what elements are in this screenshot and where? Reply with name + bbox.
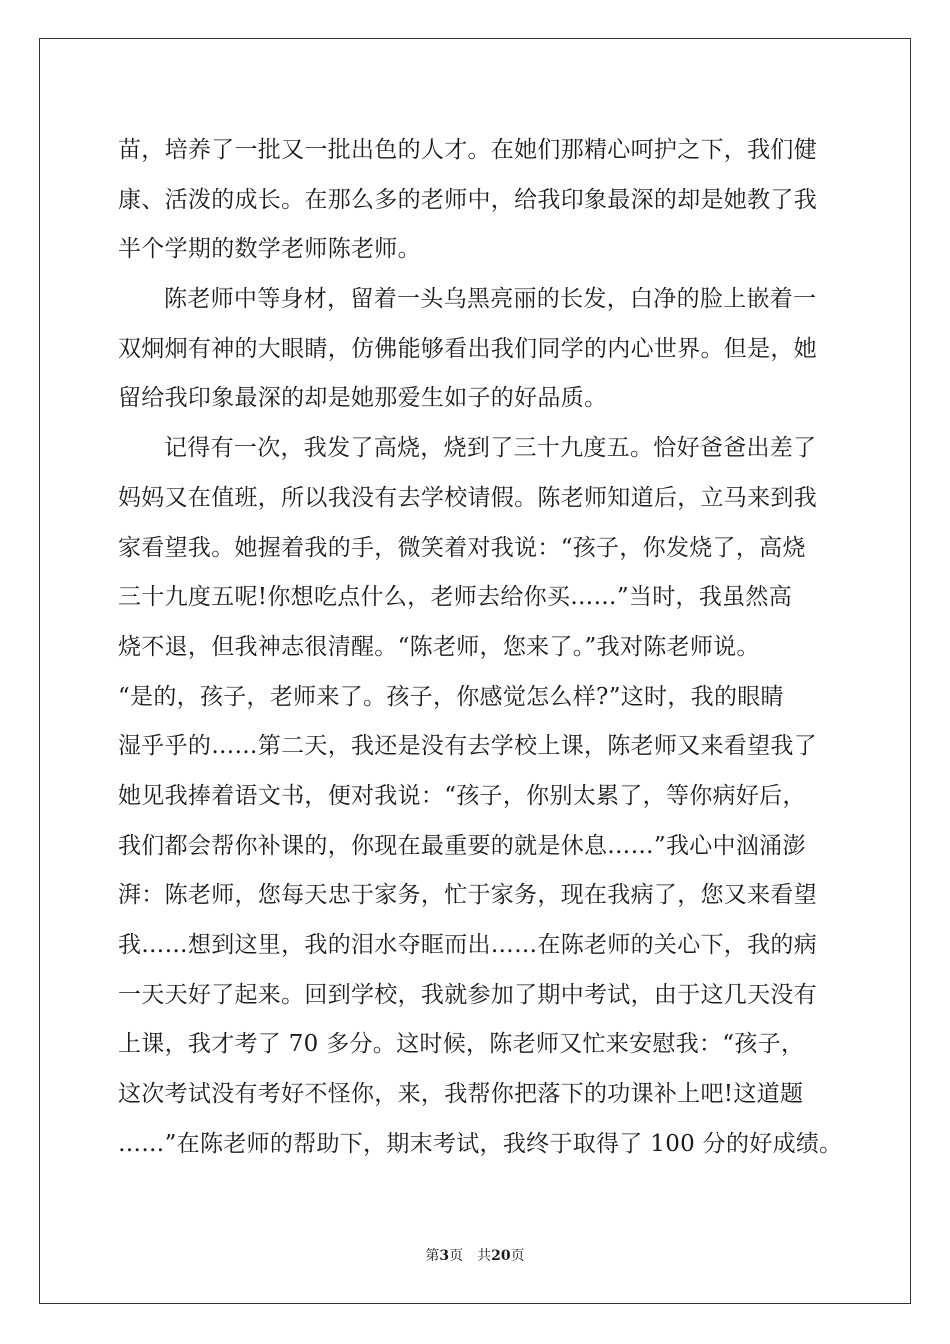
text-line: “是的，孩子，老师来了。孩子，你感觉怎么样?”这时，我的眼睛	[118, 683, 784, 710]
text-line: ……”在陈老师的帮助下，期末考试，我终于取得了 100 分的好成绩。	[118, 1130, 843, 1157]
total-unit: 页	[510, 1248, 525, 1264]
text-line: 一天天好了起来。回到学校，我就参加了期中考试，由于这几天没有	[118, 981, 817, 1008]
text-line: 记得有一次，我发了高烧，烧到了三十九度五。恰好爸爸出差了	[164, 435, 817, 462]
text-line: 我们都会帮你补课的，你现在最重要的就是休息……”我心中汹涌澎	[118, 832, 806, 859]
text-line: 烧不退，但我神志很清醒。“陈老师，您来了。”我对陈老师说。	[118, 633, 760, 660]
page-total: 20	[491, 1248, 511, 1264]
text-line: 上课，我才考了 70 多分。这时候，陈老师又忙来安慰我：“孩子，	[118, 1031, 805, 1058]
text-line: 康、活泼的成长。在那么多的老师中，给我印象最深的却是她教了我	[118, 186, 817, 213]
text-line: 湿乎乎的……第二天，我还是没有去学校上课，陈老师又来看望我了	[118, 733, 817, 760]
text-line: 我……想到这里，我的泪水夺眶而出……在陈老师的关心下，我的病	[118, 932, 817, 958]
text-line: 湃：陈老师，您每天忠于家务，忙于家务，现在我病了，您又来看望	[118, 882, 817, 909]
text-line: 双炯炯有神的大眼睛，仿佛能够看出我们同学的内心世界。但是，她	[118, 335, 817, 362]
text-line: 妈妈又在值班，所以我没有去学校请假。陈老师知道后，立马来到我	[118, 484, 817, 511]
page-footer	[0, 1245, 950, 1265]
text-line: 她见我捧着语文书，便对我说：“孩子，你别太累了，等你病好后，	[118, 782, 806, 809]
text-line: 半个学期的数学老师陈老师。	[118, 236, 421, 263]
text-line: 这次考试没有考好不怪你，来，我帮你把落下的功课补上吧!这道题	[118, 1081, 804, 1108]
text-line: 三十九度五呢!你想吃点什么，老师去给你买……”当时，我虽然高	[118, 584, 793, 611]
page-current: 3	[439, 1248, 450, 1264]
text-line: 陈老师中等身材，留着一头乌黑亮丽的长发，白净的脸上嵌着一	[164, 286, 817, 313]
text-line: 苗，培养了一批又一批出色的人才。在她们那精心呵护之下，我们健	[118, 137, 817, 163]
text-line: 家看望我。她握着我的手，微笑着对我说：“孩子，你发烧了，高烧	[118, 534, 806, 561]
text-line: 留给我印象最深的却是她那爱生如子的好品质。	[118, 385, 608, 412]
total-prefix: 共	[477, 1248, 492, 1264]
document-body	[118, 126, 858, 1169]
page-unit: 页	[449, 1248, 464, 1264]
page-prefix: 第	[425, 1248, 440, 1264]
